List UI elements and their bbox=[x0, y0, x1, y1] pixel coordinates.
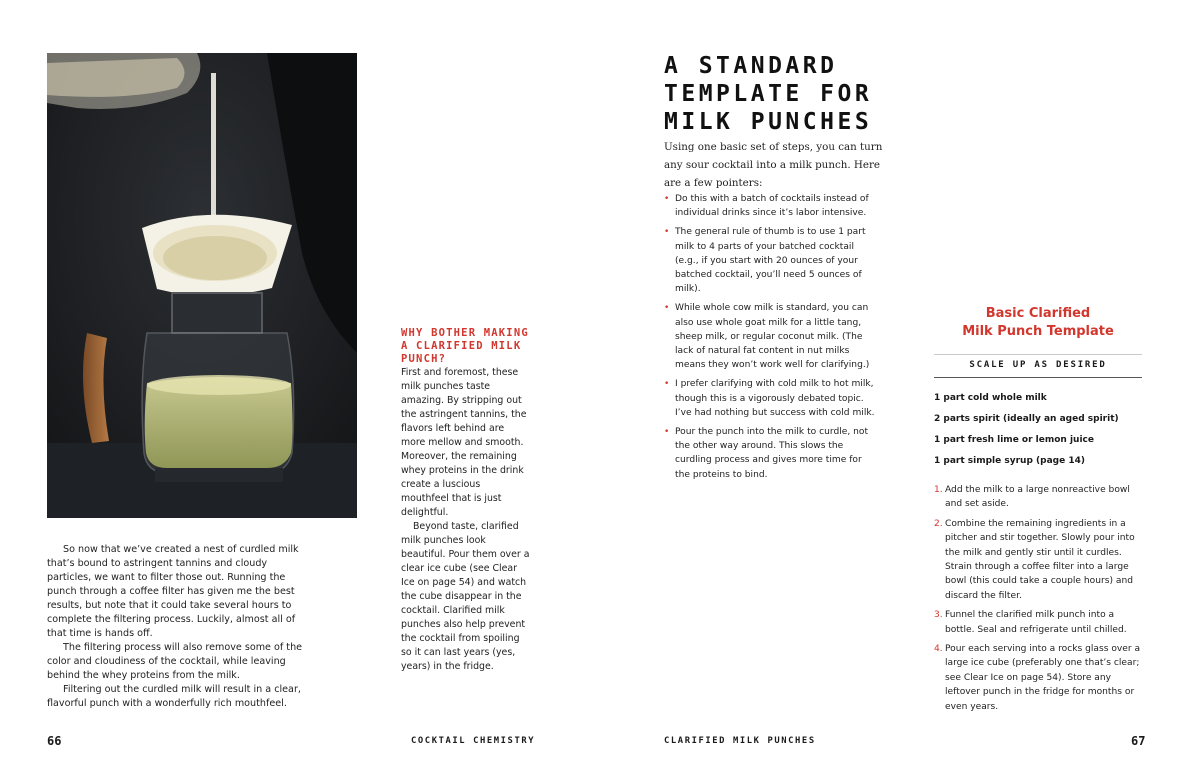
recipe-title-line: Basic Clarified bbox=[985, 306, 1091, 321]
sidebar-paragraph: First and foremost, these milk punches taste amazing. By stripping out the astringent tannins, the flavors left behind are more mellow and smooth. Moreover, the remaining whey proteins in the drink create a luscious mouthfeel that is just delightful. bbox=[401, 367, 527, 518]
pointer-item: • I prefer clarifying with cold milk to hot milk, though this is a vigorously debated topic. I’ve had nothing but success with cold milk. bbox=[664, 377, 876, 420]
ingredient-item: 1 part simple syrup (page 14) bbox=[934, 456, 1085, 466]
step-number: 1. bbox=[934, 485, 943, 495]
pointer-item: • While whole cow milk is standard, you can also use whole goat milk for a little tang, sheep milk, or regular coconut milk. (The lack of natural fat content in nut milks means they won’t work well for clarifying.) bbox=[664, 301, 876, 372]
pointers-list bbox=[664, 192, 876, 487]
divider bbox=[934, 354, 1142, 355]
intro-text: Using one basic set of steps, you can turn any sour cocktail into a milk punch. Here are a few pointers: bbox=[664, 141, 883, 189]
step-text: Add the milk to a large nonreactive bowl and set aside. bbox=[945, 485, 1130, 510]
divider bbox=[934, 377, 1142, 378]
ingredient-item: 2 parts spirit (ideally an aged spirit) bbox=[934, 414, 1119, 424]
pointer-item: • Pour the punch into the milk to curdle, not the other way around. This slows the curdling process and gives more time for the proteins to bind. bbox=[664, 425, 876, 482]
ingredient-item: 1 part fresh lime or lemon juice bbox=[934, 435, 1094, 445]
milk-punch-photo bbox=[47, 53, 357, 518]
pointer-item: • The general rule of thumb is to use 1 part milk to 4 parts of your batched cocktail (e.g., if you start with 20 ounces of your batched cocktail, you’ll need 5 ounces of milk). bbox=[664, 225, 876, 296]
sidebar-paragraph: Beyond taste, clarified milk punches look beautiful. Pour them over a clear ice cube (see Clear Ice on page 54) and watch the cube disappear in the cocktail. Clarified milk punches also help prevent the cocktail from spoiling so it can last years (yes, years) in the fridge. bbox=[401, 521, 530, 672]
step-number: 3. bbox=[934, 610, 943, 621]
page-number-right: 67 bbox=[1131, 734, 1146, 748]
sidebar-heading: WHY BOTHER MAKING A CLARIFIED MILK PUNCH? bbox=[401, 327, 529, 365]
main-body-text bbox=[47, 543, 312, 711]
scale-label: SCALE UP AS DESIRED bbox=[969, 360, 1107, 370]
step-item bbox=[934, 608, 1144, 637]
body-paragraph: The filtering process will also remove some of the color and cloudiness of the cocktail, while leaving behind the whey proteins from the milk. bbox=[47, 642, 303, 681]
pointer-item: • Do this with a batch of cocktails instead of individual drinks since it’s labor intensive. bbox=[664, 192, 876, 220]
ingredient-item: 1 part cold whole milk bbox=[934, 393, 1047, 403]
sidebar-why-bother bbox=[401, 327, 531, 674]
steps-list bbox=[934, 483, 1144, 719]
recipe-title bbox=[934, 305, 1142, 341]
body-paragraph: So now that we’ve created a nest of curdled milk that’s bound to astringent tannins and cloudy particles, we want to filter those out. Running the punch through a coffee filter has given me the best results, but note that it could take several hours to complete the filtering process. Luckily, almost all of that time is hands off. bbox=[47, 544, 299, 639]
ingredients-list bbox=[934, 391, 1144, 475]
step-item bbox=[934, 642, 1144, 714]
page-title bbox=[664, 52, 894, 136]
coffee-filter-pour-illustration bbox=[47, 53, 357, 518]
page-number-left: 66 bbox=[47, 734, 62, 748]
title-line: TEMPLATE FOR bbox=[664, 81, 873, 107]
running-head-left: COCKTAIL CHEMISTRY bbox=[411, 736, 536, 746]
title-line: A STANDARD bbox=[664, 53, 838, 79]
step-item bbox=[934, 517, 1144, 603]
step-item bbox=[934, 483, 1144, 512]
recipe-title-line: Milk Punch Template bbox=[962, 324, 1114, 339]
title-line: MILK PUNCHES bbox=[664, 109, 873, 135]
step-text: Pour each serving into a rocks glass over a large ice cube (preferably one that’s clear; see Clear Ice on page 54). Store any leftover punch in the fridge for months or even years. bbox=[945, 644, 1141, 712]
step-number: 4. bbox=[934, 644, 943, 655]
step-text: Combine the remaining ingredients in a pitcher and stir together. Slowly pour into the milk and gently stir until it curdles. Strain through a coffee filter into a large bowl (this could take a couple hours) and discard the filter. bbox=[945, 518, 1135, 601]
running-head-right: CLARIFIED MILK PUNCHES bbox=[664, 736, 816, 746]
sidebar-text bbox=[401, 366, 531, 674]
body-paragraph: Filtering out the curdled milk will result in a clear, flavorful punch with a wonderfully rich mouthfeel. bbox=[47, 684, 301, 709]
step-number: 2. bbox=[934, 518, 943, 529]
step-text: Funnel the clarified milk punch into a bottle. Seal and refrigerate until chilled. bbox=[945, 610, 1127, 635]
